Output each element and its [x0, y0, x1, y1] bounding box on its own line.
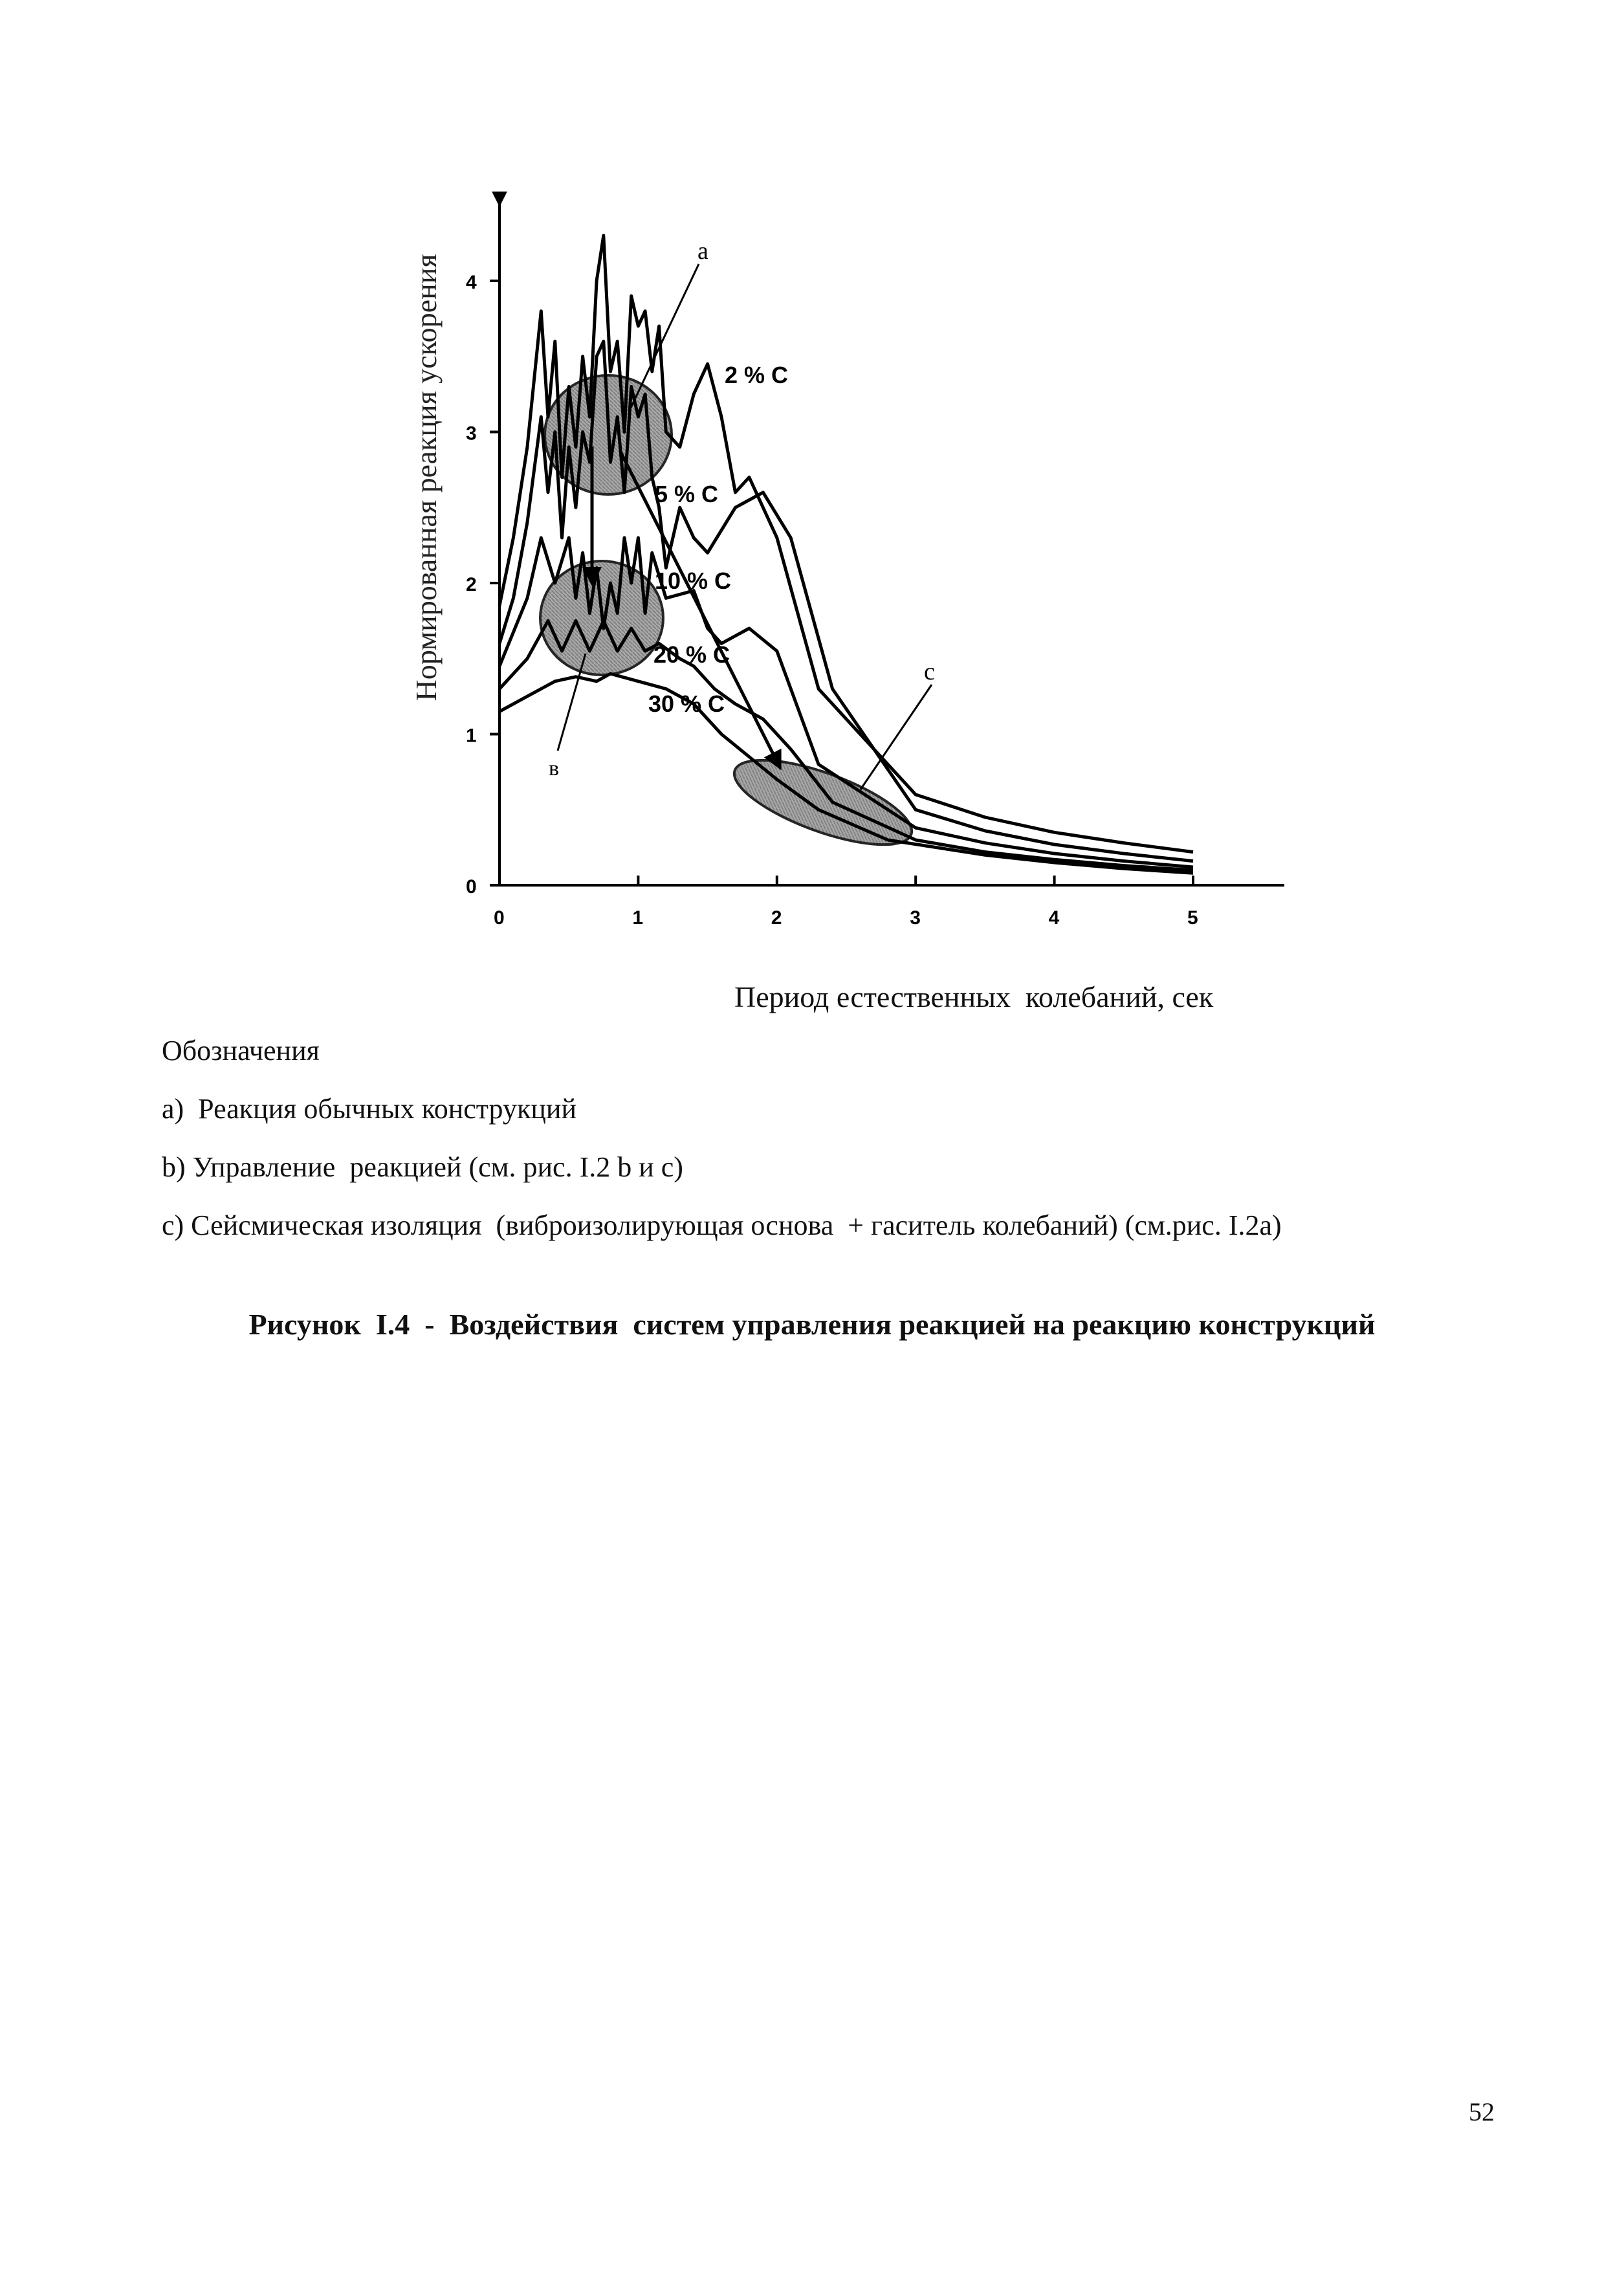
x-tick-label: 1 — [632, 907, 644, 929]
y-tick-label: 3 — [466, 423, 477, 445]
y-axis-title: Нормированная реакция ускорения — [410, 254, 443, 701]
x-axis-title: Период естественных колебаний, сек — [734, 980, 1214, 1013]
label-b: в — [549, 756, 560, 780]
series-line-4 — [499, 674, 1193, 873]
figure-caption: Рисунок I.4 - Воздействия систем управления реакцией на реакцию конструкций — [248, 1308, 1376, 1341]
label-10pct: 10 % C — [655, 568, 732, 594]
x-tick-label: 3 — [910, 907, 921, 929]
response-regions — [540, 375, 921, 862]
series-line-0 — [499, 236, 1193, 852]
legend-title: Обозначения — [162, 1035, 320, 1066]
y-tick-label: 4 — [466, 272, 477, 293]
label-c: c — [924, 658, 935, 685]
page-number: 52 — [1469, 2097, 1495, 2126]
label-5pct: 5 % C — [655, 481, 719, 507]
response-spectrum-chart — [0, 0, 1624, 945]
x-tick-label: 2 — [771, 907, 782, 929]
x-tick-label: 5 — [1187, 907, 1198, 929]
x-tick-label: 4 — [1048, 907, 1060, 929]
y-tick-label: 2 — [466, 574, 477, 595]
y-tick-label: 0 — [466, 876, 477, 898]
y-tick-label: 1 — [466, 725, 477, 747]
legend-item-b: b) Управление реакцией (см. рис. I.2 b и c) — [162, 1151, 683, 1183]
x-tick-label: 0 — [494, 907, 505, 929]
label-30pct: 30 % C — [648, 690, 725, 717]
leader-a — [631, 264, 699, 408]
legend-item-c: c) Сейсмическая изоляция (виброизолирующая основа + гаситель колебаний) (см.рис. I.2a) — [162, 1209, 1282, 1241]
legend-item-a: a) Реакция обычных конструкций — [162, 1093, 576, 1125]
spectrum-curves — [499, 236, 1193, 873]
label-2pct: 2 % C — [725, 362, 789, 388]
label-20pct: 20 % C — [653, 641, 730, 668]
label-a: a — [697, 237, 708, 265]
